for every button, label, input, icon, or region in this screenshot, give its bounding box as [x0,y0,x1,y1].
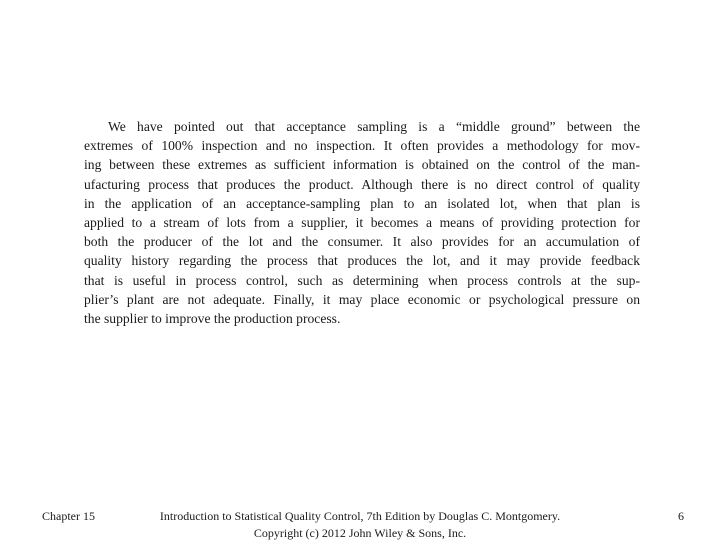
paragraph-line: We have pointed out that acceptance sampling is a “middle ground” between the [108,119,640,134]
footer-chapter: Chapter 15 [42,509,95,523]
paragraph-line: the supplier to improve the production process. [84,310,341,326]
footer-copyright: Copyright (c) 2012 John Wiley & Sons, Inc. [253,526,467,540]
paragraph-line: quality history regarding the process that produces the lot, and it may provide feedback [84,253,640,269]
paragraph-line: extremes of 100% inspection and no inspection. It often provides a methodology for mov- [84,138,640,154]
paragraph-line: that is useful in process control, such as determining when process controls at the sup- [84,272,640,288]
footer-book-title: Introduction to Statistical Quality Control, 7th Edition by Douglas C. Montgomery. [159,509,561,523]
paragraph-line: ufacturing process that produces the product. Although there is no direct control of quality [84,176,640,192]
footer-citation [140,508,580,542]
paragraph-line: plier’s plant are not adequate. Finally, it may place economic or psychological pressure on [84,291,640,307]
paragraph-line: in the application of an acceptance-sampling plan to an isolated lot, when that plan is [84,195,640,211]
paragraph-line: both the producer of the lot and the consumer. It also provides for an accumulation of [84,234,640,250]
body-paragraph [84,117,640,328]
paragraph-line: applied to a stream of lots from a supplier, it becomes a means of providing protection for [84,214,640,230]
page-number: 6 [678,509,684,523]
paragraph-line: ing between these extremes as sufficient information is obtained on the control of the man- [84,157,640,173]
